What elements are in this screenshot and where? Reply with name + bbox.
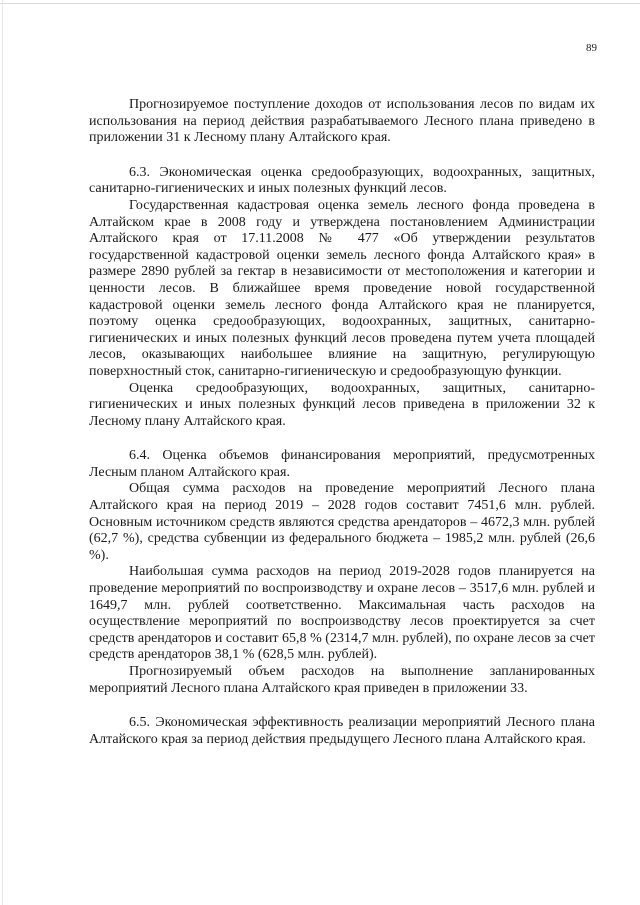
section-heading-6-3: 6.3. Экономическая оценка средообразующих, водоохранных, защитных, санитарно-гигиенических и иных полезных функций лесов.: [89, 164, 595, 197]
section-heading-6-4: 6.4. Оценка объемов финансирования мероприятий, предусмотренных Лесным планом Алтайского края.: [89, 448, 595, 480]
paragraph-cadastral-valuation: Государственная кадастровая оценка земель лесного фонда проведена в Алтайском крае в 2008 году и утверждена постановлением Администрации Алтайского края от 17.11.2008 № 477 «Об утверждении результатов государственной кадастровой оценки земель лесного фонда Алтайского края» в размере 2890 рублей за гектар в независимости от местоположения и категории и ценности лесов. В ближайшее время проведение новой государственной кадастровой оценки земель лесного фонда Алтайского края не планируется, поэтому оценка средообразующих, водоохранных, защитных, санитарно-гигиенических и иных полезных функций лесов проведена путем учета площадей лесов, оказывающих наибольшее влияние на защитную, регулирующую поверхностный сток, санитарно-гигиеническую и средообразующую функции.: [89, 197, 595, 379]
section-heading-6-5: 6.5. Экономическая эффективность реализации мероприятий Лесного плана Алтайского края за период действия предыдущего Лесного плана Алтайского края.: [89, 715, 595, 747]
document-body: [89, 97, 595, 748]
paragraph-functions-valuation: Оценка средообразующих, водоохранных, защитных, санитарно-гигиенических и иных полезных функций лесов приведена в приложении 32 к Лесному плану Алтайского края.: [89, 380, 595, 429]
paragraph-largest-expenses: Наибольшая сумма расходов на период 2019-2028 годов планируется на проведение мероприятий по воспроизводству и охране лесов – 3517,6 млн. рублей и 1649,7 млн. рублей соответственно. Максимальная часть расходов на осуществление мероприятий по воспроизводству лесов проектируется за счет средств арендаторов и составит 65,8 % (2314,7 млн. рублей), по охране лесов за счет средств арендаторов 38,1 % (628,5 млн. рублей).: [89, 564, 595, 663]
paragraph-revenue-forecast: Прогнозируемое поступление доходов от использования лесов по видам их использования на период действия разрабатываемого Лесного плана приведено в приложении 31 к Лесному плану Алтайского края.: [89, 97, 595, 146]
page-number: 89: [586, 42, 597, 54]
paragraph-expenses-forecast: Прогнозируемый объем расходов на выполнение запланированных мероприятий Лесного плана Алтайского края приведен в приложении 33.: [89, 664, 595, 696]
scan-left-edge: [2, 0, 3, 905]
paragraph-total-expenses: Общая сумма расходов на проведение мероприятий Лесного плана Алтайского края на период 2019 – 2028 годов составит 7451,6 млн. рублей. Основным источником средств являются средства арендаторов – 4672,3 млн. рублей (62,7 %), средства субвенции из федерального бюджета – 1985,2 млн. рублей (26,6 %).: [89, 481, 595, 563]
scan-top-edge: [0, 3, 640, 4]
